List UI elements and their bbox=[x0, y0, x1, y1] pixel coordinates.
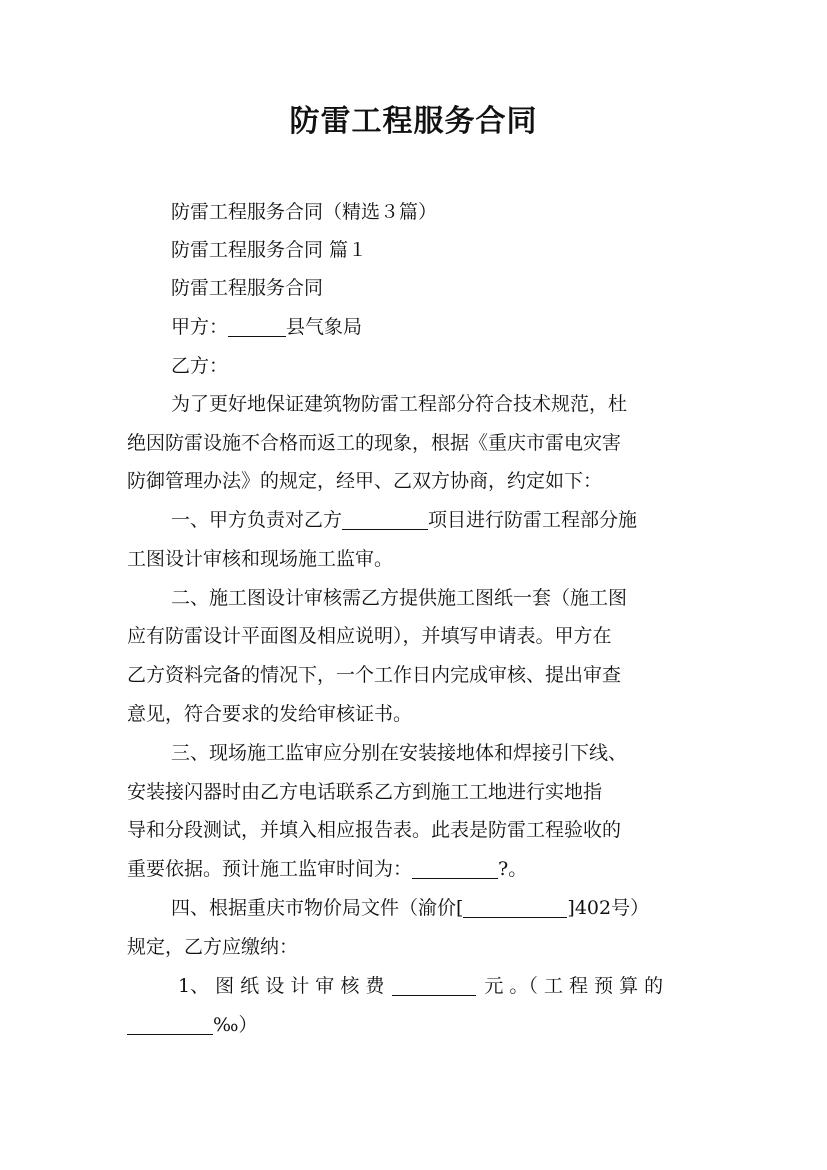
document-title: 防雷工程服务合同 bbox=[289, 104, 538, 139]
clause-four-line bbox=[171, 889, 751, 927]
fee-item-text-end: ‰） bbox=[213, 1014, 258, 1036]
clause-two-line: 二、施工图设计审核需乙方提供施工图纸一套（施工图 bbox=[171, 587, 628, 609]
blank-field bbox=[342, 509, 428, 530]
clause-three-line: 三、现场施工监审应分别在安装接地体和焊接引下线、 bbox=[171, 742, 628, 764]
fee-item-text-cont: 元 。（ 工 程 预 算 的 bbox=[484, 975, 664, 997]
paragraph-line: 工图设计审核和现场施工监审。 bbox=[127, 548, 394, 570]
section-heading-line: 防雷工程服务合同 篇１ bbox=[171, 239, 368, 261]
paragraph-line: 应有防雷设计平面图及相应说明），并填写申请表。甲方在 bbox=[127, 625, 612, 647]
blank-field bbox=[392, 975, 476, 996]
party-a-suffix: 县气象局 bbox=[286, 316, 363, 338]
contract-heading-line: 防雷工程服务合同（精选３篇） bbox=[171, 201, 438, 223]
paragraph-line: 为了更好地保证建筑物防雷工程部分符合技术规范，杜 bbox=[171, 393, 628, 415]
paragraph-line: 导和分段测试，并填入相应报告表。此表是防雷工程验收的 bbox=[127, 819, 622, 841]
schedule-text-end: ?。 bbox=[498, 858, 528, 880]
paragraph-line: 绝因防雷设施不合格而返工的现象，根据《重庆市雷电灾害 bbox=[127, 432, 622, 454]
party-b-line: 乙方： bbox=[171, 355, 229, 377]
clause-four-text-end: ]402号） bbox=[567, 897, 650, 919]
contract-name-line: 防雷工程服务合同 bbox=[171, 277, 324, 299]
paragraph-line: 乙方资料完备的情况下，一个工作日内完成审核、提出审查 bbox=[127, 664, 622, 686]
blank-field bbox=[463, 897, 567, 918]
fee-item-line bbox=[178, 967, 758, 1005]
fee-item-line-cont bbox=[127, 1006, 707, 1044]
clause-one-text: 一、甲方负责对乙方 bbox=[171, 509, 343, 531]
paragraph-line: 意见，符合要求的发给审核证书。 bbox=[127, 703, 413, 725]
blank-field bbox=[127, 1014, 213, 1035]
party-a-label: 甲方： bbox=[171, 316, 229, 338]
paragraph-line bbox=[127, 850, 707, 888]
blank-field bbox=[228, 316, 286, 337]
fee-item-text: 1、 图 纸 设 计 审 核 费 bbox=[178, 975, 385, 997]
paragraph-line: 安装接闪器时由乙方电话联系乙方到施工工地进行实地指 bbox=[127, 781, 603, 803]
schedule-text: 重要依据。预计施工监审时间为： bbox=[127, 858, 413, 880]
party-a-line bbox=[171, 308, 751, 346]
paragraph-line: 规定，乙方应缴纳： bbox=[127, 936, 299, 958]
clause-one-line bbox=[171, 501, 751, 539]
clause-one-text-cont: 项目进行防雷工程部分施 bbox=[428, 509, 638, 531]
clause-four-text: 四、根据重庆市物价局文件（渝价[ bbox=[171, 897, 464, 919]
paragraph-line: 防御管理办法》的规定，经甲、乙双方协商，约定如下： bbox=[127, 470, 603, 492]
blank-field bbox=[412, 858, 498, 879]
